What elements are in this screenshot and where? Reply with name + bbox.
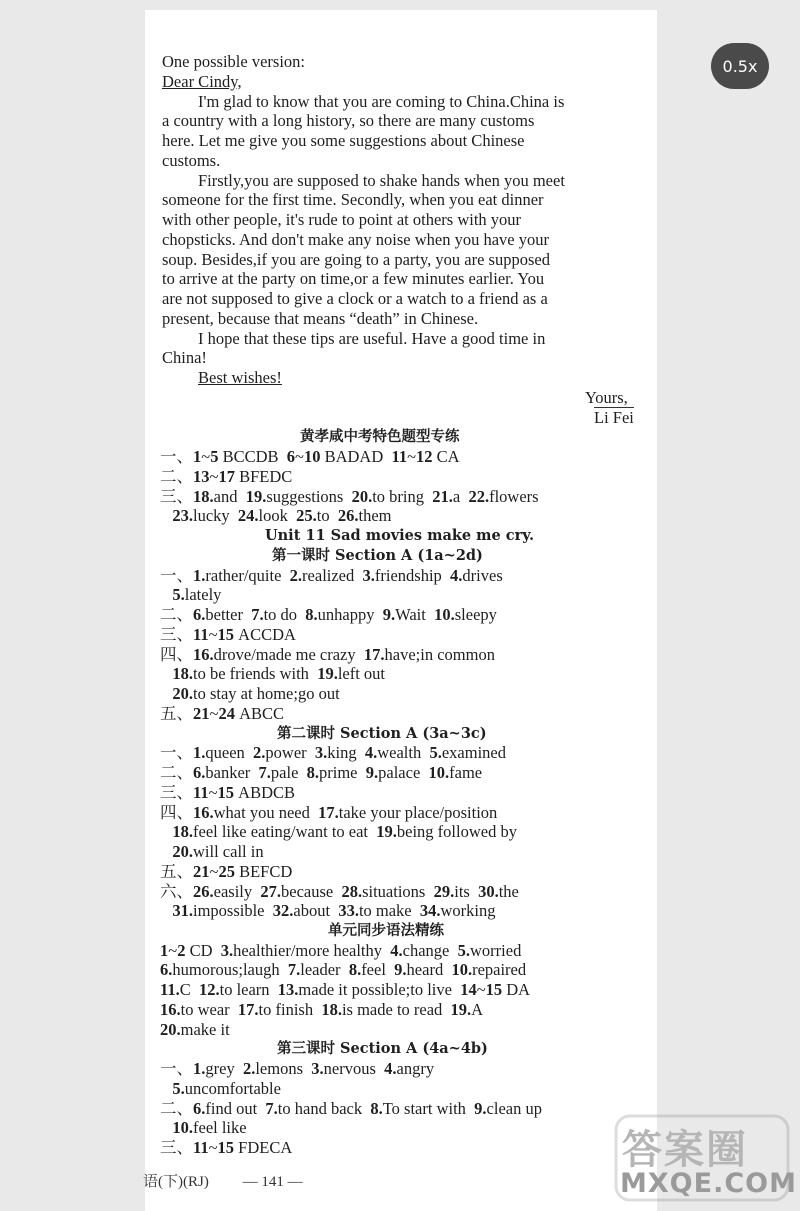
letter-line: Firstly,you are supposed to shake hands when you meet <box>198 171 565 190</box>
answer-number: 5. <box>429 743 442 762</box>
answer-number: 15 <box>485 980 503 999</box>
answer-text: power <box>265 743 315 762</box>
answer-text: the <box>498 882 519 901</box>
answer-text: BADAD <box>320 447 392 466</box>
answer-number: 4. <box>384 1059 397 1078</box>
answer-text: feel like <box>193 1118 247 1137</box>
answer-number: 5 <box>210 447 219 466</box>
answer-text: look <box>258 506 297 525</box>
answer-row <box>160 506 391 526</box>
answer-number: 21. <box>432 487 453 506</box>
answer-text: 一、 <box>160 743 193 762</box>
answer-text: suggestions <box>266 487 352 506</box>
answer-text: unhappy <box>317 605 383 624</box>
answer-text: ~ <box>209 862 219 881</box>
answer-number: 5. <box>172 1079 185 1098</box>
answer-number: 4. <box>450 566 463 585</box>
answer-text: 三、 <box>160 487 193 506</box>
answer-number: 25 <box>218 862 235 881</box>
answer-number: 16. <box>193 803 214 822</box>
answer-text: ~ <box>208 625 218 644</box>
answer-number: 13. <box>277 980 299 999</box>
answer-text: 三、 <box>160 783 193 802</box>
answer-row <box>160 1138 292 1158</box>
answer-row <box>160 980 530 1000</box>
answer-number: 19. <box>376 822 397 841</box>
answer-text: find out <box>205 1099 266 1118</box>
letter-closing: Best wishes! <box>198 368 282 387</box>
answer-text: C <box>179 980 199 999</box>
answer-number: 9. <box>382 605 396 624</box>
answer-text: nervous <box>323 1059 385 1078</box>
answer-number: 12 <box>416 447 433 466</box>
answer-text: ACCDA <box>234 625 296 644</box>
answer-text: angry <box>396 1059 435 1078</box>
answer-text <box>160 842 172 861</box>
answer-number: 20. <box>172 842 193 861</box>
answer-row <box>160 487 539 507</box>
answer-number: 31. <box>172 901 193 920</box>
answer-row <box>160 664 385 684</box>
letter-sign-name: Li Fei <box>594 408 634 427</box>
answer-text: 一、 <box>160 566 193 585</box>
letter-line: I hope that these tips are useful. Have a good time in <box>198 329 546 348</box>
answer-number: 29. <box>433 882 455 901</box>
answer-text: 二、 <box>160 1099 193 1118</box>
answer-text <box>160 684 172 703</box>
answer-text: Wait <box>395 605 435 624</box>
answer-row <box>160 822 517 842</box>
letter-line: China! <box>162 348 207 367</box>
answer-row <box>160 1059 434 1079</box>
answer-number: 30. <box>478 882 499 901</box>
letter-line: a country with a long history, so there are many customs <box>162 111 535 130</box>
answer-number: 7. <box>287 960 301 979</box>
answer-text: BFEDC <box>234 467 293 486</box>
answer-number: 20. <box>160 1020 181 1039</box>
answer-text: ~ <box>476 980 486 999</box>
answer-number: 16. <box>160 1000 181 1019</box>
answer-row <box>160 645 495 665</box>
answer-text: drove/made me crazy <box>213 645 364 664</box>
answer-text: leader <box>300 960 349 979</box>
answer-number: 4. <box>390 941 403 960</box>
answer-number: 8. <box>305 605 318 624</box>
answer-text: ~ <box>208 1138 218 1157</box>
answer-text: banker <box>205 763 259 782</box>
answer-number: 5. <box>457 941 470 960</box>
answer-text: what you need <box>213 803 319 822</box>
answer-row <box>160 605 497 625</box>
answer-text: to stay at home;go out <box>193 684 340 703</box>
letter-line: with other people, it's rude to point at others with your <box>162 210 522 229</box>
answer-text <box>160 1079 172 1098</box>
watermark-site: MXQE.COM <box>620 1168 797 1199</box>
answer-number: 1. <box>193 743 206 762</box>
answer-number: 19. <box>245 487 267 506</box>
answer-row <box>160 842 264 862</box>
answer-number: 6. <box>193 605 206 624</box>
answer-text: 四、 <box>160 803 193 822</box>
answer-text: pale <box>270 763 307 782</box>
unit-title: Unit 11 Sad movies make me cry. <box>265 527 535 544</box>
answer-text: FDECA <box>234 1138 293 1157</box>
answer-number: 8. <box>306 763 320 782</box>
answer-text: being followed by <box>396 822 517 841</box>
answer-number: 11 <box>391 447 408 466</box>
answer-row <box>160 704 284 724</box>
answer-text: ~ <box>208 783 218 802</box>
answer-text: impossible <box>193 901 273 920</box>
lesson-heading: 第二课时 Section A (3a~3c) <box>277 725 487 742</box>
answer-number: 23. <box>172 506 193 525</box>
book-label: 语(下)(RJ) <box>143 1174 209 1190</box>
answer-number: 3. <box>311 1059 324 1078</box>
lesson-heading: 第一课时 Section A (1a~2d) <box>272 547 483 564</box>
answer-number: 2 <box>177 941 186 960</box>
answer-text: to learn <box>219 980 278 999</box>
answer-number: 18. <box>193 487 214 506</box>
answer-row <box>160 1000 483 1020</box>
answer-number: 24 <box>218 704 235 723</box>
answer-text: lately <box>184 585 222 604</box>
answer-row <box>160 1118 247 1138</box>
answer-number: 19. <box>317 664 338 683</box>
answer-text: examined <box>441 743 506 762</box>
answer-text: ~ <box>168 941 178 960</box>
answer-number: 6. <box>193 1099 206 1118</box>
answer-text: palace <box>378 763 429 782</box>
letter-line: chopsticks. And don't make any noise when you have your <box>162 230 549 249</box>
answer-number: 6. <box>160 960 173 979</box>
answer-number: 14 <box>460 980 477 999</box>
answer-text: to finish <box>258 1000 322 1019</box>
answer-text: CD <box>185 941 221 960</box>
answer-text: 三、 <box>160 1138 193 1157</box>
letter-sign-yours: Yours, <box>585 388 628 407</box>
answer-text: 二、 <box>160 763 193 782</box>
answer-number: 10 <box>303 447 321 466</box>
answer-row <box>160 862 292 882</box>
answer-number: 2. <box>253 743 266 762</box>
answer-text: left out <box>337 664 386 683</box>
answer-text: ~ <box>295 447 304 466</box>
answer-row <box>160 803 497 823</box>
answer-row <box>160 1079 281 1099</box>
answer-text: BCCDB <box>218 447 287 466</box>
answer-text: about <box>293 901 339 920</box>
letter-line: here. Let me give you some suggestions about Chinese <box>162 131 525 150</box>
section-heading: 黄孝咸中考特色题型专练 <box>300 428 460 445</box>
answer-text: better <box>205 605 252 624</box>
answer-number: 15 <box>217 783 235 802</box>
answer-number: 10. <box>451 960 473 979</box>
answer-number: 1 <box>193 447 202 466</box>
answer-text: ABDCB <box>234 783 296 802</box>
answer-number: 10. <box>434 605 455 624</box>
answer-text: lemons <box>255 1059 312 1078</box>
answer-number: 17. <box>318 803 339 822</box>
answer-row <box>160 585 221 605</box>
answer-row <box>160 467 292 487</box>
answer-number: 26. <box>337 506 359 525</box>
page-footer <box>143 1170 303 1191</box>
answer-text: its <box>454 882 479 901</box>
answer-text: to do <box>263 605 306 624</box>
answer-number: 8. <box>370 1099 383 1118</box>
answer-row <box>160 783 295 803</box>
answer-text: drives <box>462 566 503 585</box>
answer-text: ~ <box>209 704 219 723</box>
letter-intro: One possible version: <box>162 52 305 71</box>
answer-number: 7. <box>251 605 264 624</box>
answer-text: queen <box>205 743 254 762</box>
answer-text: repaired <box>472 960 527 979</box>
answer-text: A <box>471 1000 484 1019</box>
answer-row <box>160 1099 542 1119</box>
answer-text: 二、 <box>160 605 193 624</box>
lesson-heading: 第三课时 Section A (4a~4b) <box>277 1040 488 1057</box>
answer-number: 6 <box>286 447 295 466</box>
answer-row <box>160 1020 230 1040</box>
answer-number: 18. <box>172 664 193 683</box>
answer-number: 3. <box>220 941 234 960</box>
answer-text: to be friends with <box>193 664 318 683</box>
answer-text: 六、 <box>160 882 193 901</box>
answer-number: 18. <box>321 1000 342 1019</box>
answer-number: 11 <box>193 625 209 644</box>
answer-text: situations <box>362 882 434 901</box>
answer-number: 28. <box>341 882 363 901</box>
answer-text: to hand back <box>277 1099 371 1118</box>
answer-text: clean up <box>486 1099 542 1118</box>
answer-text <box>160 585 172 604</box>
answer-text: 五、 <box>160 862 193 881</box>
answer-number: 11 <box>193 1138 209 1157</box>
answer-number: 1. <box>193 1059 206 1078</box>
answer-number: 24. <box>237 506 259 525</box>
answer-number: 2. <box>289 566 303 585</box>
answer-text: wealth <box>377 743 430 762</box>
answer-row <box>160 882 519 902</box>
answer-text: because <box>281 882 342 901</box>
answer-row <box>160 684 340 704</box>
answer-text: change <box>402 941 458 960</box>
answer-number: 1 <box>160 941 169 960</box>
answer-row <box>160 566 503 586</box>
answer-text: lucky <box>193 506 238 525</box>
answer-text: 一、 <box>160 1059 193 1078</box>
answer-text: realized <box>302 566 363 585</box>
answer-number: 15 <box>217 1138 235 1157</box>
answer-number: 4. <box>364 743 378 762</box>
letter-line: I'm glad to know that you are coming to China.China is <box>198 92 565 111</box>
answer-text: 五、 <box>160 704 193 723</box>
answer-number: 21 <box>193 862 210 881</box>
answer-text: king <box>327 743 365 762</box>
letter-line: customs. <box>162 151 221 170</box>
answer-number: 3. <box>362 566 375 585</box>
answer-number: 15 <box>217 625 235 644</box>
answer-number: 9. <box>474 1099 487 1118</box>
answer-number: 27. <box>260 882 281 901</box>
answer-number: 20. <box>351 487 373 506</box>
letter-greeting: Dear Cindy, <box>162 72 242 91</box>
answer-text: made it possible;to live <box>298 980 461 999</box>
answer-text: to wear <box>180 1000 238 1019</box>
answer-text: fame <box>449 763 483 782</box>
answer-text: ~ <box>201 447 211 466</box>
answer-number: 9. <box>365 763 379 782</box>
answer-text: is made to read <box>341 1000 451 1019</box>
answer-number: 11 <box>193 783 209 802</box>
answer-number: 9. <box>394 960 407 979</box>
answer-text: BEFCD <box>234 862 293 881</box>
answer-text: to bring <box>372 487 433 506</box>
answer-text: to make <box>358 901 420 920</box>
answer-text: make it <box>180 1020 230 1039</box>
answer-text: a <box>452 487 469 506</box>
answer-text: ABCC <box>234 704 284 723</box>
answer-number: 19. <box>450 1000 472 1019</box>
answer-text: working <box>440 901 496 920</box>
answer-number: 7. <box>258 763 271 782</box>
answer-text: flowers <box>489 487 539 506</box>
section-heading: 单元同步语法精练 <box>328 922 444 939</box>
answer-text: 四、 <box>160 645 193 664</box>
answer-text <box>160 664 172 683</box>
answer-number: 2. <box>242 1059 256 1078</box>
answer-text: feel <box>361 960 395 979</box>
answer-text <box>160 506 172 525</box>
answer-number: 25. <box>296 506 317 525</box>
answer-number: 17. <box>237 1000 259 1019</box>
answer-text <box>160 1118 172 1137</box>
answer-number: 7. <box>265 1099 278 1118</box>
letter-line: present, because that means “death” in Chinese. <box>162 309 479 328</box>
answer-text: rather/quite <box>205 566 290 585</box>
answer-text: grey <box>205 1059 243 1078</box>
answer-row <box>160 763 482 783</box>
answer-number: 26. <box>193 882 214 901</box>
page-number: — 141 — <box>242 1174 303 1190</box>
answer-row <box>160 941 521 961</box>
answer-number: 3. <box>314 743 328 762</box>
answer-row <box>160 625 296 645</box>
answer-number: 1. <box>193 566 206 585</box>
answer-text: them <box>358 506 392 525</box>
zoom-level-button[interactable]: 0.5x <box>711 43 769 89</box>
answer-number: 17 <box>218 467 235 486</box>
answer-number: 11. <box>160 980 180 999</box>
answer-text: uncomfortable <box>184 1079 281 1098</box>
letter-line: to arrive at the party on time,or a few minutes earlier. You <box>162 269 545 288</box>
answer-number: 6. <box>193 763 206 782</box>
answer-text: To start with <box>382 1099 475 1118</box>
answer-number: 5. <box>172 585 185 604</box>
answer-number: 12. <box>198 980 220 999</box>
answer-text: will call in <box>193 842 264 861</box>
answer-number: 17. <box>363 645 385 664</box>
answer-row <box>160 743 506 763</box>
answer-text: healthier/more healthy <box>233 941 391 960</box>
answer-text <box>160 822 172 841</box>
answer-row <box>160 447 460 467</box>
answer-number: 34. <box>419 901 441 920</box>
answer-number: 13 <box>193 467 210 486</box>
answer-number: 33. <box>338 901 359 920</box>
answer-number: 20. <box>172 684 193 703</box>
answer-row <box>160 960 526 980</box>
answer-number: 32. <box>272 901 294 920</box>
answer-text: have;in common <box>384 645 495 664</box>
answer-number: 21 <box>193 704 210 723</box>
answer-text: worried <box>470 941 522 960</box>
watermark-cn: 答案圈 <box>622 1127 748 1173</box>
answer-text: prime <box>319 763 366 782</box>
answer-text: DA <box>502 980 531 999</box>
answer-number: 8. <box>348 960 362 979</box>
answer-text: 一、 <box>160 447 193 466</box>
answer-number: 10. <box>172 1118 193 1137</box>
answer-text: easily <box>213 882 261 901</box>
answer-text: ~ <box>407 447 417 466</box>
answer-number: 22. <box>468 487 490 506</box>
answer-number: 10. <box>428 763 450 782</box>
answer-text: take your place/position <box>338 803 498 822</box>
answer-text: CA <box>432 447 460 466</box>
answer-text: ~ <box>209 467 219 486</box>
letter-line: someone for the first time. Secondly, when you eat dinner <box>162 190 544 209</box>
answer-text: humorous;laugh <box>172 960 288 979</box>
answer-text: feel like eating/want to eat <box>193 822 377 841</box>
answer-text: and <box>213 487 246 506</box>
answer-text: 二、 <box>160 467 193 486</box>
letter-line: are not supposed to give a clock or a watch to a friend as a <box>162 289 548 308</box>
answer-text: friendship <box>374 566 451 585</box>
answer-text <box>160 901 172 920</box>
answer-number: 18. <box>172 822 193 841</box>
letter-line: soup. Besides,if you are going to a party, you are supposed <box>162 250 550 269</box>
answer-text: sleepy <box>454 605 497 624</box>
answer-text: 三、 <box>160 625 193 644</box>
answer-text: to <box>316 506 338 525</box>
answer-number: 16. <box>193 645 214 664</box>
answer-text: heard <box>406 960 452 979</box>
answer-row <box>160 901 496 921</box>
